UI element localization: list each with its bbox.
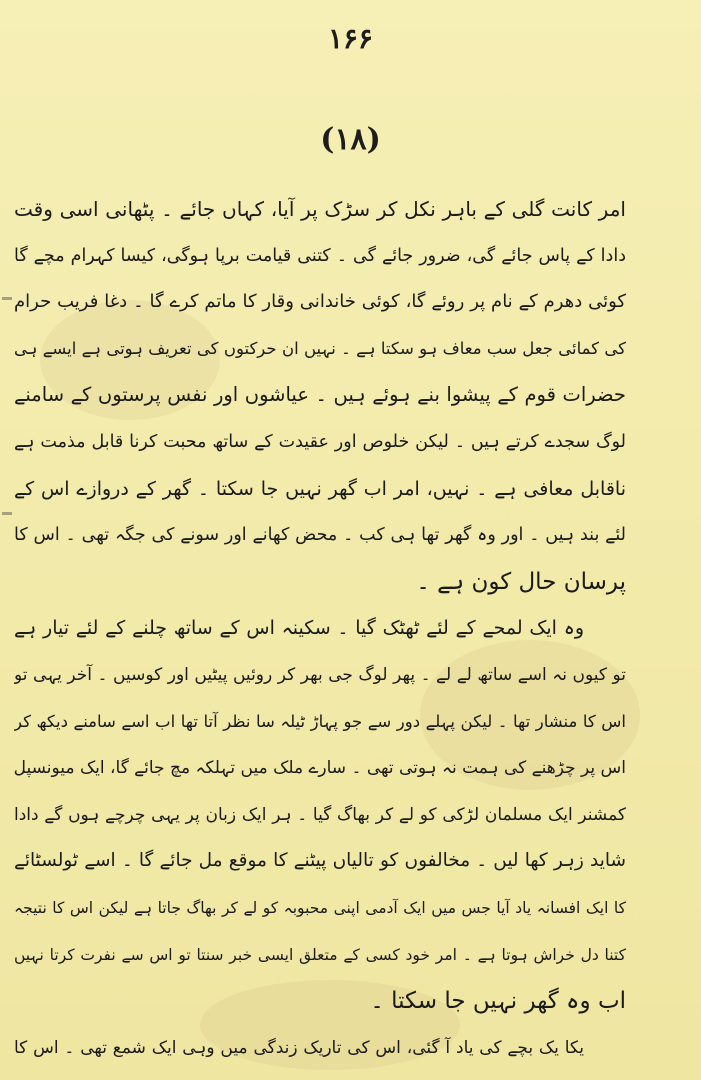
text-line: لئے بند ہیں ۔ اور وہ گھر تھا ہی کب ۔ محض کھانے اور سونے کی جگہ تھی ۔ اس کا	[14, 525, 626, 546]
text-line: اس پر چڑھنے کی ہمت نہ ہوتی تھی ۔ سارے ملک میں تہلکہ مچ جائے گا، ایک میونسپل	[14, 758, 626, 779]
body-text	[14, 186, 626, 1071]
page-number: ۱۶۶	[327, 22, 374, 55]
text-line: کا ایک افسانہ یاد آیا جس میں ایک آدمی اپنی محبوبہ کو لے کر بھاگ جاتا ہے لیکن اس کا نتیجہ	[14, 898, 626, 917]
text-line: امر کانت گلی کے باہر نکل کر سڑک پر آیا، کہاں جائے ۔ پٹھانی اسی وقت	[14, 197, 626, 221]
text-line: کی کمائی جعل سب معاف ہو سکتا ہے ۔ نہیں ان حرکتوں کی تعریف ہوتی ہے ایسے ہی	[14, 338, 626, 358]
text-line: پرسان حال کون ہے ۔	[416, 568, 626, 595]
text-line: کوئی دھرم کے نام پر روئے گا، کوئی خاندانی وقار کا ماتم کرے گا ۔ دغا فریب حرام	[14, 291, 626, 313]
text-line: یکا یک بچے کی یاد آ گئی، اس کی تاریک زندگی میں وہی ایک شمع تھی ۔ اس کا	[14, 1037, 584, 1058]
text-line: اب وہ گھر نہیں جا سکتا ۔	[370, 988, 626, 1015]
chapter-number: (۱۸)	[320, 122, 381, 157]
text-line: لوگ سجدے کرتے ہیں ۔ لیکن خلوص اور عقیدت کے ساتھ محبت کرنا قابل مذمت ہے	[14, 431, 626, 452]
text-line: شاید زہر کھا لیں ۔ مخالفوں کو تالیاں پیٹنے کا موقع مل جائے گا ۔ اسے ٹولسٹائے	[14, 850, 626, 872]
margin-mark	[2, 512, 12, 515]
text-line: اس کا منشار تھا ۔ لیکن پہلے دور سے جو پہاڑ ٹیلہ سا نظر آتا تھا اب اسے سامنے دیکھ کر	[14, 711, 626, 731]
text-line: کتنا دل خراش ہوتا ہے ۔ امر خود کسی کے متعلق ایسی خبر سنتا تو اس سے نفرت کرتا نہیں	[14, 945, 626, 964]
text-line: حضرات قوم کے پیشوا بنے ہوئے ہیں ۔ عیاشوں اور نفس پرستوں کے سامنے	[14, 383, 626, 407]
text-line: وہ ایک لمحے کے لئے ٹھٹک گیا ۔ سکینہ اس کے ساتھ چلنے کے لئے تیار ہے	[14, 617, 584, 640]
text-line: دادا کے پاس جائے گی، ضرور جائے گی ۔ کتنی قیامت برپا ہوگی، کیسا کہرام مچے گا	[14, 245, 626, 266]
text-line: کمشنر ایک مسلمان لڑکی کو لے کر بھاگ گیا ۔ ہر ایک زبان پر یہی چرچے ہوں گے دادا	[14, 804, 626, 825]
margin-mark	[2, 297, 12, 300]
text-line: ناقابل معافی ہے ۔ نہیں، امر اب گھر نہیں جا سکتا ۔ گھر کے دروازے اس کے	[14, 477, 626, 500]
text-line: تو کیوں نہ اسے ساتھ لے لے ۔ پھر لوگ جی بھر کر روئیں پیٹیں اور کوسیں ۔ آخر یہی تو	[14, 664, 626, 685]
